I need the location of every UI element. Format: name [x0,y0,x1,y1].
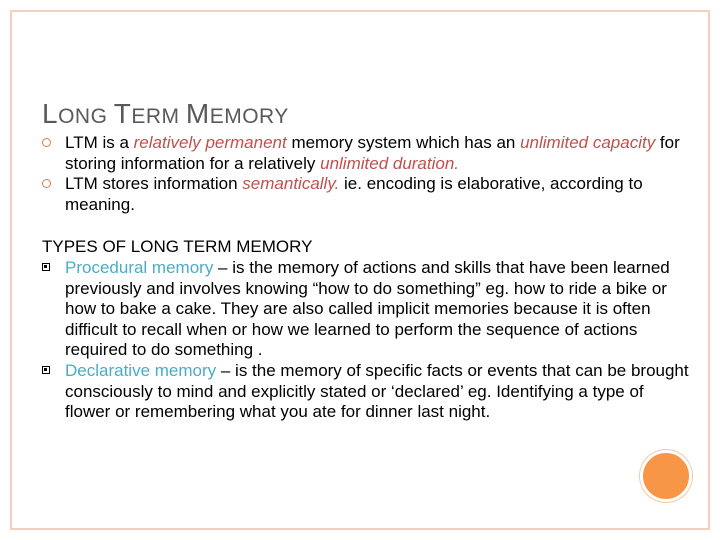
square-bullet-icon [42,263,50,271]
bullet-declarative-memory: Declarative memory – is the memory of specific facts or events that can be brought consciously to mind and explicitly stated or ‘declared’ eg. Identifying a type of flower or remembering what you ate for dinner last night. [42,361,690,423]
bullet-procedural-memory: Procedural memory – is the memory of actions and skills that have been learned previously and involves knowing “how to do something” eg. how to ride a bike or how to bake a cake. They are also called implicit memories because it is often difficult to recall when or how we learned to perform the sequence of actions required to do something . [42,258,690,361]
decorative-circle [640,450,692,502]
square-bullet-icon [42,366,50,374]
bullet-ltm-encoding: LTM stores information semantically. ie. encoding is elaborative, according to meaning. [42,174,690,215]
bullet-ltm-definition: LTM is a relatively permanent memory system which has an unlimited capacity for storing information for a relatively unlimited duration. [42,133,690,174]
circle-bullet-icon [42,179,51,188]
slide-body [42,133,690,423]
page-title: LONG TERM MEMORY [42,98,289,129]
circle-bullet-icon [42,138,51,147]
section-heading: TYPES OF LONG TERM MEMORY [42,237,313,257]
